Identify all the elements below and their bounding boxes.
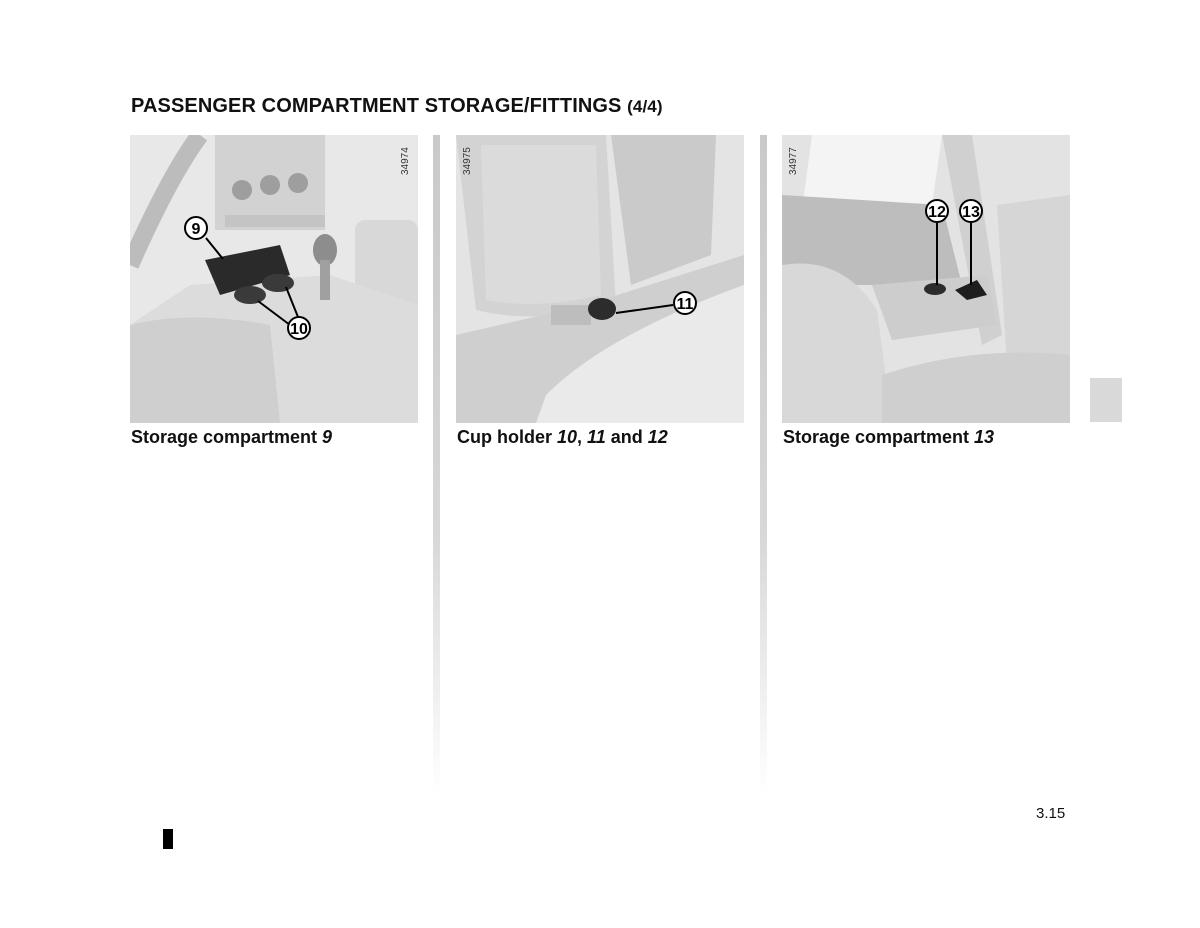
column-divider	[433, 135, 440, 795]
page-title	[131, 95, 663, 118]
figure-storage-compartment-13	[782, 135, 1070, 423]
callout-10: 10	[290, 321, 308, 338]
page-number: 3.15	[1036, 805, 1066, 822]
figure-ref-34974: 34974	[400, 147, 411, 175]
caption-storage-compartment-9: Storage compartment 9	[131, 427, 333, 447]
callout-13: 13	[962, 204, 980, 221]
column-divider	[760, 135, 767, 795]
page-title-text: PASSENGER COMPARTMENT STORAGE/FITTINGS	[131, 95, 622, 117]
figure-cup-holder	[456, 135, 744, 423]
caption-storage-compartment-13: Storage compartment 13	[783, 427, 995, 447]
callout-9: 9	[191, 221, 201, 238]
caption-cup-holder: Cup holder 10, 11 and 12	[457, 427, 668, 447]
callout-11: 11	[676, 296, 694, 313]
section-tab	[1090, 378, 1122, 422]
figure-ref-34975: 34975	[462, 147, 473, 175]
figure-ref-34977: 34977	[788, 147, 799, 175]
page-mark	[163, 829, 173, 849]
figure-storage-compartment-9	[130, 135, 418, 423]
callout-12: 12	[928, 204, 946, 221]
page-title-part: (4/4)	[627, 97, 663, 116]
